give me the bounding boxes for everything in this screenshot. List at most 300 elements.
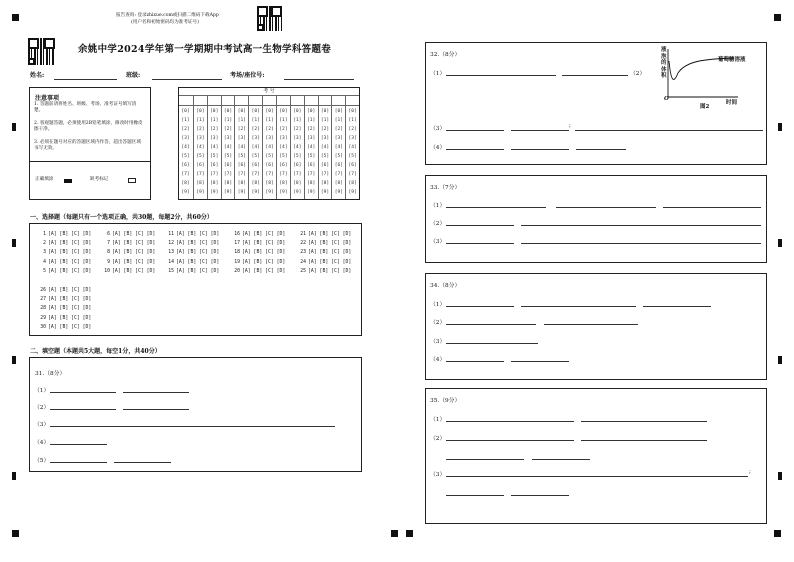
- choice-row[interactable]: [166, 241, 219, 246]
- choice-number: 14: [168, 259, 174, 265]
- exam-number-column: [331, 95, 345, 199]
- exam-digit-bubble[interactable]: [5]: [196, 154, 205, 159]
- choice-options[interactable]: [A] [B] [C] [D]: [242, 232, 286, 237]
- q33-answer-line[interactable]: [446, 225, 514, 226]
- choice-options[interactable]: [A] [B] [C] [D]: [242, 259, 286, 265]
- choice-options[interactable]: [A] [B] [C] [D]: [48, 250, 92, 256]
- choice-row[interactable]: [102, 232, 155, 237]
- q32-answer-line[interactable]: [446, 75, 556, 76]
- exam-digit-bubble[interactable]: [5]: [237, 154, 247, 159]
- choice-options[interactable]: [A] [B] [C] [D]: [48, 268, 92, 274]
- exam-digit-bubble[interactable]: [5]: [279, 154, 288, 159]
- q32-answer-line[interactable]: [562, 75, 628, 76]
- exam-digit-bubble[interactable]: [3]: [181, 136, 190, 141]
- exam-digit-bubble[interactable]: [4]: [320, 145, 330, 150]
- exam-digit-bubble[interactable]: [6]: [210, 163, 219, 168]
- q32-graph: [654, 43, 766, 111]
- choice-options[interactable]: [A] [B] [C] [D]: [176, 268, 220, 274]
- exam-digit-bubble[interactable]: [5]: [181, 154, 190, 159]
- exam-digit-bubble[interactable]: [0]: [265, 109, 274, 114]
- corner-marker: [774, 14, 781, 21]
- q32-semicolon: ;: [569, 123, 571, 129]
- exam-digit-bubble[interactable]: [6]: [223, 163, 233, 168]
- notice-item: 3. 必须在题号对应的答题区域内作答，超出答题区域书写无效。: [34, 140, 141, 152]
- exam-digit-bubble[interactable]: [7]: [223, 172, 233, 177]
- class-field[interactable]: [152, 79, 222, 80]
- exam-digit-bubble[interactable]: [9]: [181, 190, 190, 195]
- exam-digit-bubble[interactable]: [7]: [348, 172, 357, 177]
- exam-digit-bubble[interactable]: [6]: [293, 163, 302, 168]
- exam-digit-bubble[interactable]: [3]: [320, 136, 330, 141]
- q31-answer-line[interactable]: [50, 462, 107, 463]
- side-marker: [12, 239, 16, 247]
- choice-row[interactable]: [102, 241, 155, 246]
- choice-row[interactable]: [298, 241, 351, 246]
- exam-digit-bubble[interactable]: [3]: [210, 136, 219, 141]
- exam-number-label: 考 号: [179, 88, 359, 96]
- choice-row[interactable]: [166, 232, 219, 237]
- absent-mark-box[interactable]: [128, 178, 136, 183]
- exam-digit-bubble[interactable]: [2]: [279, 127, 288, 132]
- q31-answer-line[interactable]: [50, 392, 116, 393]
- corner-marker: [12, 530, 19, 537]
- q34-answer-line[interactable]: [446, 324, 536, 325]
- choice-row[interactable]: [232, 260, 285, 265]
- choice-row[interactable]: [298, 250, 351, 255]
- q31-answer-line[interactable]: [50, 426, 335, 427]
- choice-number: 1: [43, 232, 46, 237]
- q32-row-label: （2）: [630, 71, 646, 77]
- exam-digit-bubble[interactable]: [3]: [279, 136, 288, 141]
- q34-answer-line[interactable]: [643, 306, 711, 307]
- side-marker: [778, 239, 782, 247]
- q31-answer-line[interactable]: [123, 409, 189, 410]
- choice-options[interactable]: [A] [B] [C] [D]: [308, 259, 352, 265]
- side-marker: [12, 472, 16, 480]
- exam-digit-bubble[interactable]: [5]: [265, 154, 274, 159]
- choice-number: 23: [300, 250, 306, 256]
- choice-options[interactable]: [A] [B] [C] [D]: [308, 232, 352, 237]
- exam-digit-bubble[interactable]: [1]: [348, 118, 357, 123]
- exam-digit-bubble[interactable]: [4]: [210, 145, 219, 150]
- q32-answer-line[interactable]: [576, 149, 626, 150]
- choice-row[interactable]: [102, 269, 155, 274]
- exam-digit-bubble[interactable]: [2]: [251, 127, 260, 132]
- q33-answer-line[interactable]: [446, 207, 546, 208]
- exam-digit-bubble[interactable]: [7]: [251, 172, 260, 177]
- exam-digit-bubble[interactable]: [6]: [181, 163, 190, 168]
- exam-digit-bubble[interactable]: [8]: [306, 181, 316, 186]
- choice-options[interactable]: [A] [B] [C] [D]: [112, 259, 156, 265]
- choice-number: 15: [168, 268, 174, 274]
- q33-answer-line[interactable]: [663, 207, 761, 208]
- exam-digit-bubble[interactable]: [1]: [181, 118, 190, 123]
- exam-digit-bubble[interactable]: [6]: [265, 163, 274, 168]
- choice-row[interactable]: [38, 232, 91, 237]
- exam-digit-bubble[interactable]: [4]: [348, 145, 357, 150]
- exam-digit-bubble[interactable]: [3]: [348, 136, 357, 141]
- choice-row[interactable]: [38, 316, 91, 321]
- exam-digit-bubble[interactable]: [6]: [196, 163, 205, 168]
- q34-row-label: （1）: [430, 302, 446, 308]
- q35-label: 35.（9分）: [430, 398, 461, 404]
- exam-digit-bubble[interactable]: [8]: [181, 181, 190, 186]
- choice-number: 11: [168, 232, 174, 237]
- exam-digit-bubble[interactable]: [7]: [320, 172, 330, 177]
- q34-box: [425, 273, 767, 380]
- exam-digit-bubble[interactable]: [5]: [334, 154, 343, 159]
- q35-answer-line[interactable]: [446, 495, 504, 496]
- choice-number: 10: [104, 268, 110, 274]
- exam-digit-bubble[interactable]: [9]: [306, 190, 316, 195]
- exam-digit-bubble[interactable]: [9]: [279, 190, 288, 195]
- q34-answer-line[interactable]: [521, 306, 636, 307]
- exam-digit-bubble[interactable]: [3]: [237, 136, 247, 141]
- choice-number: 30: [40, 324, 46, 330]
- choice-row[interactable]: [38, 288, 91, 293]
- q33-box: [425, 175, 767, 263]
- exam-digit-bubble[interactable]: [8]: [279, 181, 288, 186]
- exam-digit-bubble[interactable]: [1]: [320, 118, 330, 123]
- choice-options[interactable]: [A] [B] [C] [D]: [48, 241, 92, 247]
- q32-label: 32.（8分）: [430, 52, 461, 58]
- exam-digit-bubble[interactable]: [4]: [265, 145, 274, 150]
- q31-row-label: （4）: [34, 440, 50, 446]
- q31-row-label: （1）: [34, 388, 50, 394]
- q33-answer-line[interactable]: [556, 207, 656, 208]
- choice-row[interactable]: [38, 250, 91, 255]
- exam-digit-bubble[interactable]: [2]: [223, 127, 233, 132]
- q35-answer-line[interactable]: [446, 476, 748, 477]
- exam-digit-bubble[interactable]: [9]: [348, 190, 357, 195]
- exam-digit-bubble[interactable]: [9]: [210, 190, 219, 195]
- exam-digit-bubble[interactable]: [3]: [334, 136, 343, 141]
- exam-digit-bubble[interactable]: [1]: [279, 118, 288, 123]
- exam-digit-bubble[interactable]: [7]: [279, 172, 288, 177]
- choice-number: 27: [40, 297, 46, 303]
- exam-digit-bubble[interactable]: [8]: [334, 181, 343, 186]
- choice-row[interactable]: [232, 241, 285, 246]
- q35-answer-line[interactable]: [581, 421, 707, 422]
- choice-options[interactable]: [A] [B] [C] [D]: [48, 315, 92, 321]
- exam-digit-bubble[interactable]: [8]: [320, 181, 330, 186]
- exam-digit-bubble[interactable]: [1]: [251, 118, 260, 123]
- choice-number: 17: [234, 241, 240, 247]
- q34-label: 34.（8分）: [430, 283, 461, 289]
- choice-options[interactable]: [A] [B] [C] [D]: [176, 259, 220, 265]
- exam-digit-bubble[interactable]: [3]: [223, 136, 233, 141]
- exam-number-column: [276, 95, 290, 199]
- scan-note: 报告查询: 登录zhixue.com或扫描二维码下载App: [116, 13, 219, 18]
- exam-digit-bubble[interactable]: [6]: [279, 163, 288, 168]
- exam-digit-bubble[interactable]: [7]: [306, 172, 316, 177]
- choice-row[interactable]: [38, 297, 91, 302]
- exam-number-column: [234, 95, 248, 199]
- corner-marker: [774, 530, 781, 537]
- exam-digit-bubble[interactable]: [4]: [279, 145, 288, 150]
- exam-digit-bubble[interactable]: [0]: [334, 109, 343, 114]
- exam-digit-bubble[interactable]: [5]: [223, 154, 233, 159]
- graph-origin: O: [664, 96, 669, 102]
- exam-digit-bubble[interactable]: [2]: [320, 127, 330, 132]
- q34-answer-line[interactable]: [511, 361, 569, 362]
- exam-digit-bubble[interactable]: [1]: [223, 118, 233, 123]
- q34-row-label: （4）: [430, 357, 446, 363]
- exam-digit-bubble[interactable]: [1]: [293, 118, 302, 123]
- q32-row-label: （1）: [430, 71, 446, 77]
- q35-answer-line[interactable]: [532, 459, 590, 460]
- exam-digit-bubble[interactable]: [4]: [251, 145, 260, 150]
- q35-row-label: （2）: [430, 436, 446, 442]
- exam-digit-bubble[interactable]: [8]: [223, 181, 233, 186]
- exam-digit-bubble[interactable]: [8]: [237, 181, 247, 186]
- exam-digit-bubble[interactable]: [7]: [293, 172, 302, 177]
- choice-options[interactable]: [A] [B] [C] [D]: [48, 297, 92, 303]
- q34-answer-line[interactable]: [544, 324, 638, 325]
- q35-answer-line[interactable]: [446, 459, 524, 460]
- graph-xlabel: 时间: [726, 100, 738, 106]
- choice-options[interactable]: [A] [B] [C] [D]: [48, 232, 92, 237]
- choice-options[interactable]: [A] [B] [C] [D]: [308, 241, 352, 247]
- name-field[interactable]: [54, 79, 117, 80]
- choice-options[interactable]: [A] [B] [C] [D]: [308, 250, 352, 256]
- exam-digit-bubble[interactable]: [6]: [334, 163, 343, 168]
- exam-digit-bubble[interactable]: [2]: [306, 127, 316, 132]
- choice-row[interactable]: [166, 260, 219, 265]
- choice-row[interactable]: [38, 325, 91, 330]
- exam-digit-bubble[interactable]: [9]: [223, 190, 233, 195]
- choice-options[interactable]: [A] [B] [C] [D]: [242, 268, 286, 274]
- exam-digit-bubble[interactable]: [2]: [334, 127, 343, 132]
- exam-digit-bubble[interactable]: [2]: [237, 127, 247, 132]
- choice-number: 19: [234, 259, 240, 265]
- q31-row-label: （2）: [34, 405, 50, 411]
- q32-answer-line[interactable]: [446, 130, 504, 131]
- choice-options[interactable]: [A] [B] [C] [D]: [112, 250, 156, 256]
- exam-digit-bubble[interactable]: [8]: [210, 181, 219, 186]
- exam-digit-bubble[interactable]: [0]: [293, 109, 302, 114]
- exam-digit-bubble[interactable]: [7]: [210, 172, 219, 177]
- qr-code-icon: [28, 38, 55, 65]
- choice-options[interactable]: [A] [B] [C] [D]: [308, 268, 352, 274]
- q32-answer-line[interactable]: [511, 149, 569, 150]
- choice-number: 20: [234, 268, 240, 274]
- exam-digit-bubble[interactable]: [7]: [237, 172, 247, 177]
- exam-digit-bubble[interactable]: [6]: [348, 163, 357, 168]
- exam-digit-bubble[interactable]: [5]: [320, 154, 330, 159]
- choice-options[interactable]: [A] [B] [C] [D]: [176, 241, 220, 247]
- choice-row[interactable]: [38, 269, 91, 274]
- exam-digit-bubble[interactable]: [3]: [251, 136, 260, 141]
- exam-digit-bubble[interactable]: [2]: [210, 127, 219, 132]
- exam-digit-bubble[interactable]: [1]: [306, 118, 316, 123]
- q33-answer-line[interactable]: [446, 243, 514, 244]
- exam-number-column: [290, 95, 304, 199]
- choice-options[interactable]: [A] [B] [C] [D]: [48, 324, 92, 330]
- q34-answer-line[interactable]: [446, 361, 504, 362]
- exam-digit-bubble[interactable]: [8]: [251, 181, 260, 186]
- q34-answer-line[interactable]: [446, 343, 538, 344]
- corner-marker: [12, 14, 19, 21]
- exam-digit-bubble[interactable]: [8]: [293, 181, 302, 186]
- exam-digit-bubble[interactable]: [3]: [306, 136, 316, 141]
- q35-answer-line[interactable]: [581, 440, 707, 441]
- exam-digit-bubble[interactable]: [9]: [196, 190, 205, 195]
- q33-answer-line[interactable]: [521, 243, 761, 244]
- exam-digit-bubble[interactable]: [5]: [306, 154, 316, 159]
- exam-digit-bubble[interactable]: [0]: [306, 109, 316, 114]
- choice-box: [29, 223, 362, 336]
- exam-digit-bubble[interactable]: [3]: [196, 136, 205, 141]
- exam-digit-bubble[interactable]: [0]: [279, 109, 288, 114]
- q35-answer-line[interactable]: [446, 440, 574, 441]
- exam-digit-bubble[interactable]: [0]: [320, 109, 330, 114]
- choice-number: 2: [43, 241, 46, 247]
- exam-digit-bubble[interactable]: [6]: [251, 163, 260, 168]
- choice-row[interactable]: [38, 241, 91, 246]
- exam-digit-bubble[interactable]: [4]: [223, 145, 233, 150]
- exam-digit-bubble[interactable]: [7]: [181, 172, 190, 177]
- exam-digit-bubble[interactable]: [4]: [196, 145, 205, 150]
- exam-digit-bubble[interactable]: [4]: [181, 145, 190, 150]
- choice-options[interactable]: [A] [B] [C] [D]: [48, 288, 92, 293]
- choice-row[interactable]: [232, 232, 285, 237]
- choice-number: 22: [300, 241, 306, 247]
- choice-number: 24: [300, 259, 306, 265]
- qr-code-icon: [257, 6, 282, 31]
- notice-item: 2. 客观题答题，必须使用2B铅笔填涂，修改时用橡皮擦干净。: [34, 121, 143, 133]
- choice-row[interactable]: [298, 260, 351, 265]
- choice-number: 6: [107, 232, 110, 237]
- exam-digit-bubble[interactable]: [1]: [334, 118, 343, 123]
- exam-digit-bubble[interactable]: [4]: [293, 145, 302, 150]
- choice-options[interactable]: [A] [B] [C] [D]: [176, 250, 220, 256]
- graph-caption: 图2: [700, 104, 710, 110]
- choice-row[interactable]: [102, 260, 155, 265]
- q35-answer-line[interactable]: [446, 421, 574, 422]
- q31-answer-line[interactable]: [114, 462, 171, 463]
- exam-digit-bubble[interactable]: [0]: [348, 109, 357, 114]
- exam-digit-bubble[interactable]: [1]: [196, 118, 205, 123]
- choice-row[interactable]: [298, 269, 351, 274]
- exam-digit-bubble[interactable]: [8]: [265, 181, 274, 186]
- exam-digit-bubble[interactable]: [9]: [251, 190, 260, 195]
- exam-digit-bubble[interactable]: [1]: [237, 118, 247, 123]
- exam-number-column: [318, 95, 332, 199]
- q31-answer-line[interactable]: [50, 409, 116, 410]
- q35-answer-line[interactable]: [511, 495, 569, 496]
- choice-options[interactable]: [A] [B] [C] [D]: [176, 232, 220, 237]
- exam-digit-bubble[interactable]: [2]: [265, 127, 274, 132]
- graph-curve-label: 葡萄糖溶液: [718, 57, 746, 63]
- choice-options[interactable]: [A] [B] [C] [D]: [48, 259, 92, 265]
- exam-digit-bubble[interactable]: [2]: [293, 127, 302, 132]
- exam-digit-bubble[interactable]: [6]: [237, 163, 247, 168]
- seat-field[interactable]: [284, 79, 354, 80]
- choice-row[interactable]: [166, 269, 219, 274]
- exam-digit-bubble[interactable]: [1]: [210, 118, 219, 123]
- exam-digit-bubble[interactable]: [4]: [334, 145, 343, 150]
- exam-digit-bubble[interactable]: [5]: [210, 154, 219, 159]
- exam-digit-bubble[interactable]: [9]: [265, 190, 274, 195]
- q33-answer-line[interactable]: [521, 225, 761, 226]
- exam-digit-bubble[interactable]: [5]: [293, 154, 302, 159]
- choice-options[interactable]: [A] [B] [C] [D]: [242, 241, 286, 247]
- choice-options[interactable]: [A] [B] [C] [D]: [48, 306, 92, 312]
- exam-digit-bubble[interactable]: [8]: [196, 181, 205, 186]
- exam-digit-bubble[interactable]: [0]: [223, 109, 233, 114]
- q31-answer-line[interactable]: [123, 392, 189, 393]
- exam-digit-bubble[interactable]: [7]: [334, 172, 343, 177]
- exam-digit-bubble[interactable]: [0]: [237, 109, 247, 114]
- q32-answer-line[interactable]: [446, 149, 504, 150]
- choice-row[interactable]: [232, 250, 285, 255]
- side-marker: [778, 356, 782, 364]
- q32-answer-line[interactable]: [575, 130, 763, 131]
- choice-row[interactable]: [102, 250, 155, 255]
- exam-digit-bubble[interactable]: [6]: [320, 163, 330, 168]
- exam-digit-bubble[interactable]: [8]: [348, 181, 357, 186]
- q32-answer-line[interactable]: [511, 130, 569, 131]
- choice-number: 9: [107, 259, 110, 265]
- exam-digit-bubble[interactable]: [2]: [348, 127, 357, 132]
- exam-digit-bubble[interactable]: [7]: [196, 172, 205, 177]
- exam-digit-bubble[interactable]: [9]: [293, 190, 302, 195]
- choice-number: 25: [300, 268, 306, 274]
- exam-digit-bubble[interactable]: [7]: [265, 172, 274, 177]
- choice-number: 5: [43, 268, 46, 274]
- exam-digit-bubble[interactable]: [9]: [237, 190, 247, 195]
- exam-digit-bubble[interactable]: [0]: [196, 109, 205, 114]
- q33-row-label: （3）: [430, 239, 446, 245]
- choice-options[interactable]: [A] [B] [C] [D]: [112, 232, 156, 237]
- exam-digit-bubble[interactable]: [1]: [265, 118, 274, 123]
- exam-digit-bubble[interactable]: [5]: [348, 154, 357, 159]
- q31-answer-line[interactable]: [50, 444, 107, 445]
- exam-digit-bubble[interactable]: [4]: [237, 145, 247, 150]
- side-marker: [12, 356, 16, 364]
- choice-options[interactable]: [A] [B] [C] [D]: [242, 250, 286, 256]
- choice-row[interactable]: [38, 260, 91, 265]
- choice-options[interactable]: [A] [B] [C] [D]: [112, 241, 156, 247]
- q35-box: [425, 388, 767, 524]
- exam-digit-bubble[interactable]: [9]: [334, 190, 343, 195]
- choice-row[interactable]: [166, 250, 219, 255]
- exam-digit-bubble[interactable]: [0]: [181, 109, 190, 114]
- exam-digit-bubble[interactable]: [4]: [306, 145, 316, 150]
- q35-row-label: （3）: [430, 472, 446, 478]
- page-title: 余姚中学2024学年第一学期期中考试高一生物学科答题卷: [78, 44, 332, 55]
- choice-options[interactable]: [A] [B] [C] [D]: [112, 268, 156, 274]
- choice-number: 12: [168, 241, 174, 247]
- exam-digit-bubble[interactable]: [0]: [251, 109, 260, 114]
- choice-row[interactable]: [38, 306, 91, 311]
- exam-digit-bubble[interactable]: [6]: [306, 163, 316, 168]
- exam-digit-bubble[interactable]: [3]: [293, 136, 302, 141]
- exam-digit-bubble[interactable]: [0]: [210, 109, 219, 114]
- exam-digit-bubble[interactable]: [2]: [196, 127, 205, 132]
- exam-digit-bubble[interactable]: [2]: [181, 127, 190, 132]
- q31-box: [29, 357, 362, 472]
- exam-digit-bubble[interactable]: [3]: [265, 136, 274, 141]
- exam-digit-bubble[interactable]: [9]: [320, 190, 330, 195]
- exam-digit-bubble[interactable]: [5]: [251, 154, 260, 159]
- choice-row[interactable]: [232, 269, 285, 274]
- choice-number: 21: [300, 232, 306, 237]
- exam-number-column: [304, 95, 318, 199]
- q34-answer-line[interactable]: [446, 306, 514, 307]
- choice-row[interactable]: [298, 232, 351, 237]
